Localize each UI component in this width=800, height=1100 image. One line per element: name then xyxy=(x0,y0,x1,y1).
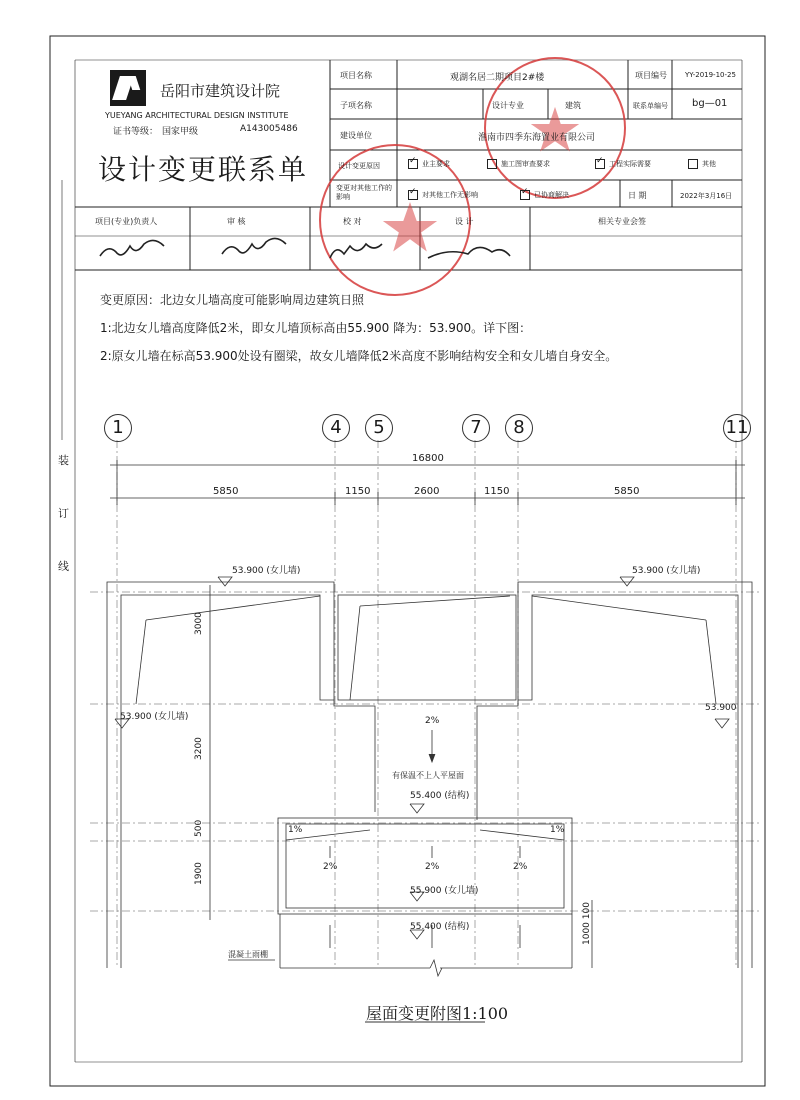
elevation-label: 53.900 (女儿墙) xyxy=(120,712,189,722)
company-logo xyxy=(110,70,146,106)
elevation-label: 55.400 (结构) xyxy=(410,791,470,801)
cert-label: 证书等级： xyxy=(113,127,159,137)
vertical-dimension-right: 1000 100 xyxy=(582,902,592,945)
reason-label: 设计变更原因 xyxy=(338,162,380,170)
checkbox-no-impact-checked xyxy=(408,190,418,200)
roof-note: 有保温不上人平屋面 xyxy=(392,771,464,780)
checkbox-site-checked xyxy=(595,159,605,169)
review-label: 审 核 xyxy=(227,217,246,226)
sheet-no-label: 联系单编号 xyxy=(633,102,668,110)
option-no-impact: ✓ 对其他工作无影响 xyxy=(408,190,478,200)
check-label: 校 对 xyxy=(343,217,362,226)
project-no: YY-2019-10-25 xyxy=(685,71,736,79)
option-owner: ✓ 业主要求 xyxy=(408,159,450,169)
dimension: 2600 xyxy=(414,486,440,497)
form-title: 设计变更联系单 xyxy=(98,153,309,186)
company-name-cn: 岳阳市建筑设计院 xyxy=(160,82,281,100)
axis-bubble: 4 xyxy=(322,414,350,442)
elevation-label: 53.900 (女儿墙) xyxy=(632,566,701,576)
binding-label-ding: 订 xyxy=(58,507,69,520)
elevation-label: 55.400 (结构) xyxy=(410,922,470,932)
axis-bubble: 5 xyxy=(365,414,393,442)
related-label: 相关专业会签 xyxy=(598,217,646,226)
change-item-1: 1:北边女儿墙高度降低2米，即女儿墙顶标高由55.900 降为：53.900。详下图： xyxy=(100,321,532,335)
axis-bubble: 1 xyxy=(104,414,132,442)
client-name: 淮南市四季东海置业有限公司 xyxy=(478,133,596,143)
discipline: 建筑 xyxy=(565,101,581,110)
slope-label: 2% xyxy=(323,862,338,872)
option-site: ✓ 工程实际需要 xyxy=(595,159,651,169)
axis-bubble: 11 xyxy=(723,414,751,442)
elevation-label: 55.900 (女儿墙) xyxy=(410,886,479,896)
option-review: 施工图审查要求 xyxy=(487,159,550,169)
slope-label: 2% xyxy=(425,862,440,872)
drawing-caption: 屋面变更附图1:100 xyxy=(366,1004,509,1023)
checkbox-resolved-checked xyxy=(520,190,530,200)
checkbox-owner-checked xyxy=(408,159,418,169)
axis-bubble: 7 xyxy=(462,414,490,442)
elevation-label: 53.900 (女儿墙) xyxy=(232,566,301,576)
company-seal-graphic xyxy=(320,58,625,295)
subitem-label: 子项名称 xyxy=(340,101,372,110)
binding-label-zhuang: 装 xyxy=(58,454,69,467)
date-value: 2022年3月16日 xyxy=(680,192,733,200)
sheet-no: bg—01 xyxy=(692,98,728,109)
dimension: 5850 xyxy=(614,486,640,497)
total-dimension: 16800 xyxy=(412,453,444,464)
vertical-dimension: 3200 xyxy=(194,737,204,760)
elevation-label: 53.900 xyxy=(705,703,737,713)
binding-label-xian: 线 xyxy=(58,560,69,573)
vertical-dimension: 1900 xyxy=(194,862,204,885)
pm-label: 项目(专业)负责人 xyxy=(95,217,158,226)
vertical-dimension: 3000 xyxy=(194,612,204,635)
date-label: 日 期 xyxy=(628,191,647,200)
slope-label: 2% xyxy=(513,862,528,872)
change-reason: 变更原因：北边女儿墙高度可能影响周边建筑日照 xyxy=(100,293,365,307)
slope-label: 2% xyxy=(425,716,440,726)
project-name: 观湖名居二期项目2#楼 xyxy=(450,73,545,83)
cert-level: 国家甲级 xyxy=(162,127,199,137)
client-label: 建设单位 xyxy=(340,131,372,140)
axis-bubble: 8 xyxy=(505,414,533,442)
project-name-label: 项目名称 xyxy=(340,71,372,80)
project-no-label: 项目编号 xyxy=(635,71,667,80)
checkbox-review xyxy=(487,159,497,169)
dimension: 1150 xyxy=(345,486,371,497)
dimension: 1150 xyxy=(484,486,510,497)
design-label: 设 计 xyxy=(455,217,474,226)
company-name-en: YUEYANG ARCHITECTURAL DESIGN INSTITUTE xyxy=(105,111,289,120)
dimension: 5850 xyxy=(213,486,239,497)
change-item-2: 2:原女儿墙在标高53.900处设有圈梁，故女儿墙降低2米高度不影响结构安全和女儿墙自身安全。 xyxy=(100,349,618,363)
slope-label: 1% xyxy=(550,825,565,835)
option-resolved: ✓ 已协商解决 xyxy=(520,190,569,200)
option-other: 其他 xyxy=(688,159,716,169)
slope-label: 1% xyxy=(288,825,303,835)
discipline-label: 设计专业 xyxy=(492,101,524,110)
roof-plan xyxy=(90,440,760,1022)
impact-label: 变更对其他工作的影响 xyxy=(336,184,392,201)
cert-number: A143005486 xyxy=(240,124,298,134)
checkbox-other xyxy=(688,159,698,169)
canopy-note: 混凝土雨棚 xyxy=(228,950,268,959)
vertical-dimension: 500 xyxy=(194,819,204,837)
